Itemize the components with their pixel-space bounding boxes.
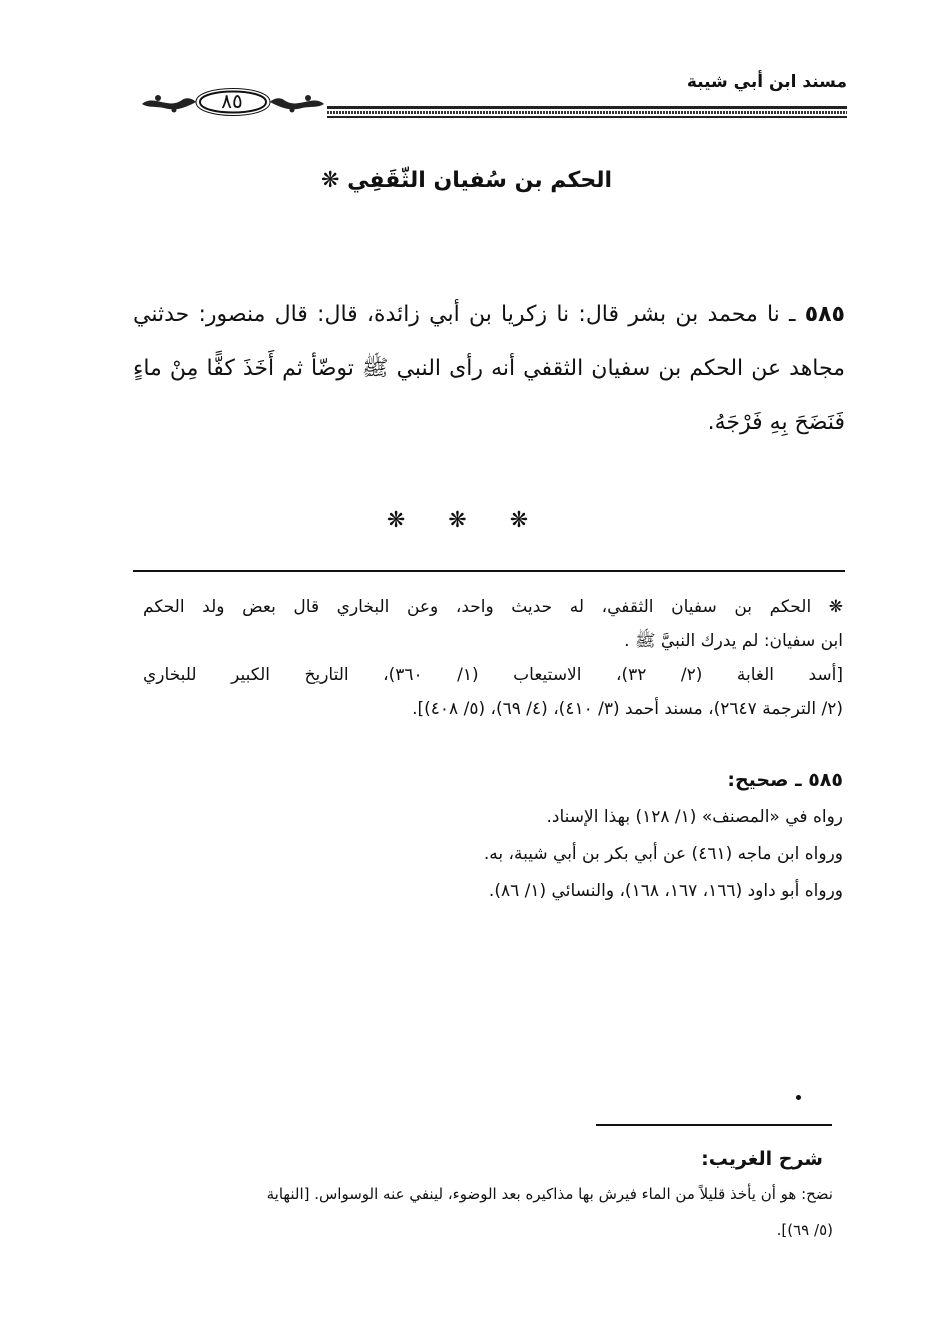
- hadith-body: ـ نا محمد بن بشر قال: نا زكريا بن أبي زائدة، قال: قال منصور: حدثني مجاهد عن الحكم بن سفيان الثقفي أنه رأى النبي ﷺ توضّأ ثم أَخَذَ كفًّا مِنْ ماءٍ فَنَضَحَ بِهِ فَرْجَهُ.: [133, 302, 845, 435]
- biography-note: [143, 590, 843, 726]
- glossary-entry: نضح: هو أن يأخذ قليلاً من الماء فيرش بها مذاكيره بعد الوضوء، لينفي عنه الوسواس. [النهاية: [266, 1185, 833, 1203]
- takhrij-section: [143, 762, 843, 910]
- running-head: مسند ابن أبي شيبة: [686, 72, 847, 92]
- header-rule: [327, 106, 847, 120]
- biography-sources-line: [أسد الغابة (٢/ ٣٢)، الاستيعاب (١/ ٣٦٠)، التاريخ الكبير للبخاري: [143, 665, 844, 685]
- glossary-entry: (٥/ ٦٩)].: [776, 1221, 833, 1239]
- footnote-divider: [133, 570, 845, 572]
- takhrij-heading: ٥٨٥ ـ صحيح:: [727, 769, 843, 791]
- takhrij-line: ورواه أبو داود (١٦٦، ١٦٧، ١٦٨)، والنسائي (١/ ٨٦).: [488, 881, 843, 901]
- section-separator-stars: ❋ ❋ ❋: [386, 508, 547, 533]
- takhrij-line: ورواه ابن ماجه (٤٦١) عن أبي بكر بن أبي شيبة، به.: [483, 844, 843, 864]
- biography-sources-line: (٢/ الترجمة ٢٦٤٧)، مسند أحمد (٣/ ٤١٠)، (٤/ ٦٩)، (٥/ ٤٠٨)].: [412, 699, 843, 719]
- page-number: ٨٥: [221, 89, 243, 113]
- section-title: الحكم بن سُفيان الثّقَفِي ❋: [320, 168, 613, 193]
- hadith-number: ٥٨٥: [804, 302, 845, 327]
- glossary-heading: شرح الغريب:: [701, 1148, 823, 1170]
- takhrij-line: رواه في «المصنف» (١/ ١٢٨) بهذا الإسناد.: [546, 807, 843, 827]
- biography-line: ❋ الحكم بن سفيان الثقفي، له حديث واحد، وعن البخاري قال بعض ولد الحكم: [143, 597, 843, 617]
- decorative-dot: [796, 1095, 801, 1100]
- glossary-section: [113, 1142, 833, 1248]
- biography-line: ابن سفيان: لم يدرك النبيَّ ﷺ .: [624, 631, 843, 651]
- glossary-divider: [596, 1124, 832, 1126]
- hadith-text: [133, 288, 845, 450]
